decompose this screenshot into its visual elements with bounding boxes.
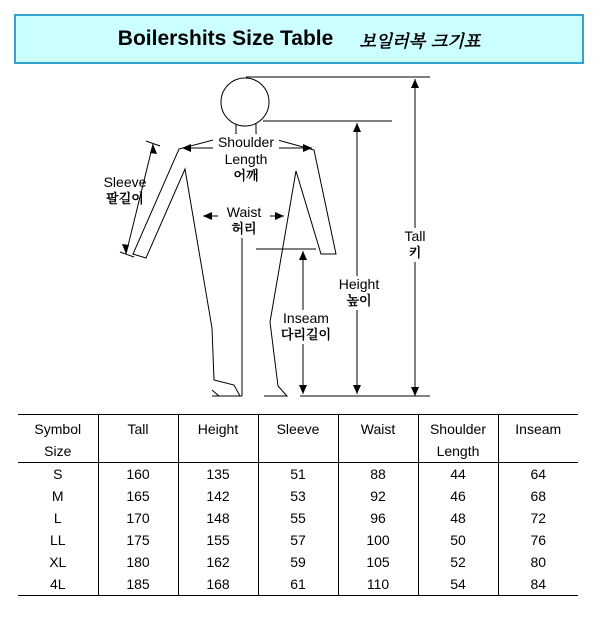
table-row (18, 463, 578, 486)
table-cell: 92 (338, 485, 418, 507)
table-cell: 46 (418, 485, 498, 507)
table-row (18, 485, 578, 507)
shoulder-label-en: Shoulder (217, 134, 275, 150)
table-cell: 48 (418, 507, 498, 529)
table-cell: 100 (338, 529, 418, 551)
table-cell: 54 (418, 573, 498, 596)
table-cell: 170 (98, 507, 178, 529)
table-cell: 148 (178, 507, 258, 529)
table-cell: 135 (178, 463, 258, 486)
table-row (18, 551, 578, 573)
table-cell: 88 (338, 463, 418, 486)
header-sleeve (258, 415, 338, 463)
sleeve-label-en: Sleeve (103, 174, 147, 190)
header-shoulder-length (418, 415, 498, 463)
table-cell: 52 (418, 551, 498, 573)
table-cell: 72 (530, 510, 547, 526)
header-line: Tall (127, 421, 149, 437)
header-line: Symbol (34, 421, 82, 437)
table-cell: 55 (258, 507, 338, 529)
sleeve-label (96, 174, 154, 208)
header-line: Shoulder (429, 421, 487, 437)
header-line: Sleeve (276, 421, 320, 437)
table-row (18, 507, 578, 529)
table-cell: 185 (98, 573, 178, 596)
table-cell: 168 (178, 573, 258, 596)
height-label-en: Height (338, 276, 380, 292)
table-cell: 175 (98, 529, 178, 551)
header-line: Waist (360, 421, 396, 437)
table-cell: 51 (258, 463, 338, 486)
header-height (178, 415, 258, 463)
table-cell: 4L (18, 573, 98, 596)
header-inseam (498, 415, 578, 463)
title-korean: 보일러복 크기표 (359, 31, 481, 52)
table-cell: XL (18, 551, 98, 573)
header-line: Size (44, 443, 72, 459)
shoulder-label-ko: 어깨 (233, 169, 259, 184)
height-label (334, 276, 384, 310)
size-table (18, 414, 578, 596)
table-cell: 44 (418, 463, 498, 486)
size-table-header-row (18, 415, 578, 463)
tall-label (396, 228, 434, 262)
table-cell: 160 (98, 463, 178, 486)
table-cell: 96 (338, 507, 418, 529)
table-cell: 162 (178, 551, 258, 573)
table-cell: L (18, 507, 98, 529)
shoulder-label (213, 134, 279, 185)
table-cell: 76 (530, 532, 547, 548)
table-cell: 142 (178, 485, 258, 507)
body-measurement-diagram (0, 66, 606, 406)
table-cell: 57 (258, 529, 338, 551)
inseam-label-en: Inseam (283, 310, 329, 326)
header-line: Length (436, 443, 480, 459)
waist-label (218, 204, 270, 238)
table-cell: 80 (530, 554, 547, 570)
waist-label-en: Waist (226, 204, 262, 220)
height-label-ko: 높이 (346, 294, 372, 309)
header-line: Height (197, 421, 239, 437)
sleeve-label-ko: 팔길이 (106, 192, 144, 207)
table-cell: 165 (98, 485, 178, 507)
table-cell: 84 (498, 573, 578, 596)
table-row (18, 529, 578, 551)
table-cell: 59 (258, 551, 338, 573)
table-row (18, 573, 578, 596)
table-cell: M (18, 485, 98, 507)
waist-label-ko: 허리 (231, 222, 257, 237)
table-cell: 50 (418, 529, 498, 551)
header-waist (338, 415, 418, 463)
table-cell: 180 (98, 551, 178, 573)
arrowheads (122, 79, 419, 396)
header-symbol-size (18, 415, 98, 463)
header-line: Inseam (515, 421, 562, 437)
table-cell: 68 (530, 488, 547, 504)
table-cell: LL (18, 529, 98, 551)
inseam-label (274, 310, 338, 344)
inseam-label-ko: 다리길이 (280, 328, 332, 343)
table-cell: S (18, 463, 98, 486)
table-cell: 53 (258, 485, 338, 507)
table-cell: 105 (338, 551, 418, 573)
title-english: Boilershits Size Table (117, 27, 334, 50)
table-cell: 61 (258, 573, 338, 596)
figure-head (221, 78, 269, 126)
table-cell: 64 (530, 466, 547, 482)
tall-label-ko: 키 (408, 246, 422, 261)
title-banner (14, 14, 584, 64)
table-cell: 155 (178, 529, 258, 551)
header-tall (98, 415, 178, 463)
tall-label-en: Tall (404, 228, 426, 244)
table-cell: 110 (338, 573, 418, 596)
shoulder-label-en2: Length (224, 151, 268, 167)
